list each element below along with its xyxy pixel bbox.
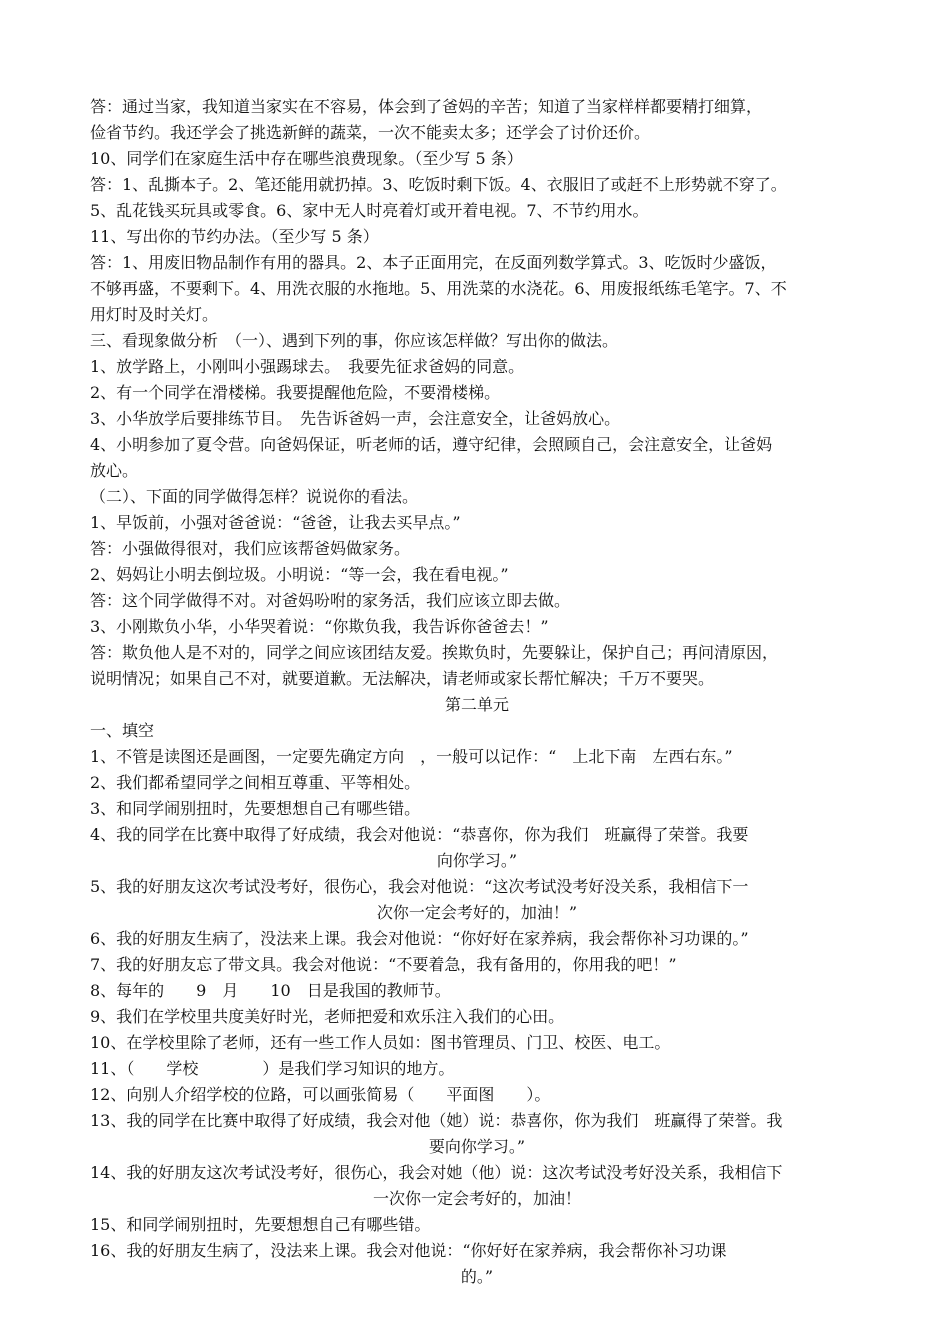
- fill-blank-line: 14、我的好朋友这次考试没考好，很伤心，我会对她（他）说：这次考试没考好没关系，我相信下: [90, 1163, 783, 1182]
- text-line: 5、乱花钱买玩具或零食。6、家中无人时亮着灯或开着电视。7、不节约用水。: [90, 201, 649, 220]
- text-line: 1、早饭前，小强对爸爸说：“爸爸，让我去买早点。”: [90, 513, 461, 532]
- fill-blank-line: 16、我的好朋友生病了，没法来上课。我会对他说：“你好好在家养病，我会帮你补习功课: [90, 1241, 727, 1260]
- answer-line: 答：这个同学做得不对。对爸妈吩咐的家务活，我们应该立即去做。: [90, 591, 571, 610]
- question-line: 11、写出你的节约办法。（至少写 5 条）: [90, 227, 379, 246]
- fill-blank-line: 10、在学校里除了老师，还有一些工作人员如：图书管理员、门卫、校医、电工。: [90, 1033, 671, 1052]
- text-line: 3、小刚欺负小华，小华哭着说：“你欺负我，我告诉你爸爸去！”: [90, 617, 549, 636]
- fill-blank-continuation: 一次你一定会考好的，加油！: [372, 1189, 581, 1208]
- fill-blank-continuation: 次你一定会考好的，加油！”: [376, 903, 578, 922]
- text-line: 3、小华放学后要排练节目。 先告诉爸妈一声，会注意安全，让爸妈放心。: [90, 409, 621, 428]
- text-line: 放心。: [90, 461, 139, 480]
- text-line: 2、有一个同学在滑楼梯。我要提醒他危险，不要滑楼梯。: [90, 383, 501, 402]
- fill-blank-continuation: 要向你学习。”: [428, 1137, 526, 1156]
- unit-title: 第二单元: [444, 695, 509, 714]
- fill-blank-line: 12、向别人介绍学校的位路，可以画张简易（ 平面图 ）。: [90, 1085, 551, 1104]
- fill-blank-line: 8、每年的 9 月 10 日是我国的教师节。: [90, 981, 451, 1000]
- fill-blank-line: 9、我们在学校里共度美好时光，老师把爱和欢乐注入我们的心田。: [90, 1007, 565, 1026]
- text-line: 1、放学路上，小刚叫小强踢球去。 我要先征求爸妈的同意。: [90, 357, 525, 376]
- text-line: 4、小明参加了夏令营。向爸妈保证，听老师的话，遵守纪律，会照顾自己，会注意安全，让爸妈: [90, 435, 773, 454]
- fill-blank-continuation: 向你学习。”: [436, 851, 518, 870]
- section-heading: （二）、下面的同学做得怎样？说说你的看法。: [90, 487, 419, 506]
- answer-line: 答：小强做得很对，我们应该帮爸妈做家务。: [90, 539, 411, 558]
- section-heading: 一、填空: [90, 721, 155, 740]
- fill-blank-line: 5、我的好朋友这次考试没考好，很伤心，我会对他说：“这次考试没考好没关系，我相信下一: [90, 877, 749, 896]
- fill-blank-line: 13、我的同学在比赛中取得了好成绩，我会对他（她）说：恭喜你，你为我们 班赢得了荣誉。我: [90, 1111, 783, 1130]
- answer-line: 答：欺负他人是不对的，同学之间应该团结友爱。挨欺负时，先要躲让，保护自己；再问清原因，: [90, 643, 779, 662]
- text-line: 不够再盛，不要剩下。4、用洗衣服的水拖地。5、用洗菜的水浇花。6、用废报纸练毛笔字。7、不: [90, 279, 787, 298]
- document-page: [90, 94, 864, 1290]
- text-line: 用灯时及时关灯。: [90, 305, 219, 324]
- fill-blank-line: 1、不管是读图还是画图，一定要先确定方向 ，一般可以记作：“ 上北下南 左西右东。”: [90, 747, 733, 766]
- fill-blank-line: 15、和同学闹别扭时，先要想想自己有哪些错。: [90, 1215, 431, 1234]
- text-line: 答：通过当家，我知道当家实在不容易，体会到了爸妈的辛苦；知道了当家样样都要精打细算，: [90, 97, 763, 116]
- fill-blank-line: 2、我们都希望同学之间相互尊重、平等相处。: [90, 773, 421, 792]
- fill-blank-line: 7、我的好朋友忘了带文具。我会对他说：“不要着急，我有备用的，你用我的吧！”: [90, 955, 677, 974]
- text-line: 答：1、用废旧物品制作有用的器具。2、本子正面用完，在反面列数学算式。3、吃饭时少盛饭，: [90, 253, 777, 272]
- text-line: 俭省节约。我还学会了挑选新鲜的蔬菜，一次不能卖太多；还学会了讨价还价。: [90, 123, 651, 142]
- fill-blank-line: 3、和同学闹别扭时，先要想想自己有哪些错。: [90, 799, 421, 818]
- text-line: 2、妈妈让小明去倒垃圾。小明说：“等一会，我在看电视。”: [90, 565, 509, 584]
- section-heading: 三、看现象做分析 （一）、遇到下列的事，你应该怎样做？写出你的做法。: [90, 331, 619, 350]
- fill-blank-line: 6、我的好朋友生病了，没法来上课。我会对他说：“你好好在家养病，我会帮你补习功课的。”: [90, 929, 749, 948]
- text-line: 说明情况；如果自己不对，就要道歉。无法解决，请老师或家长帮忙解决；千万不要哭。: [90, 669, 715, 688]
- text-line: 答：1、乱撕本子。2、笔还能用就扔掉。3、吃饭时剩下饭。4、衣服旧了或赶不上形势就不穿了。: [90, 175, 787, 194]
- fill-blank-line: 4、我的同学在比赛中取得了好成绩，我会对他说：“恭喜你，你为我们 班赢得了荣誉。我要: [90, 825, 749, 844]
- question-line: 10、同学们在家庭生活中存在哪些浪费现象。（至少写 5 条）: [90, 149, 523, 168]
- fill-blank-line: 11、（ 学校 ）是我们学习知识的地方。: [90, 1059, 455, 1078]
- fill-blank-continuation: 的。”: [460, 1267, 494, 1286]
